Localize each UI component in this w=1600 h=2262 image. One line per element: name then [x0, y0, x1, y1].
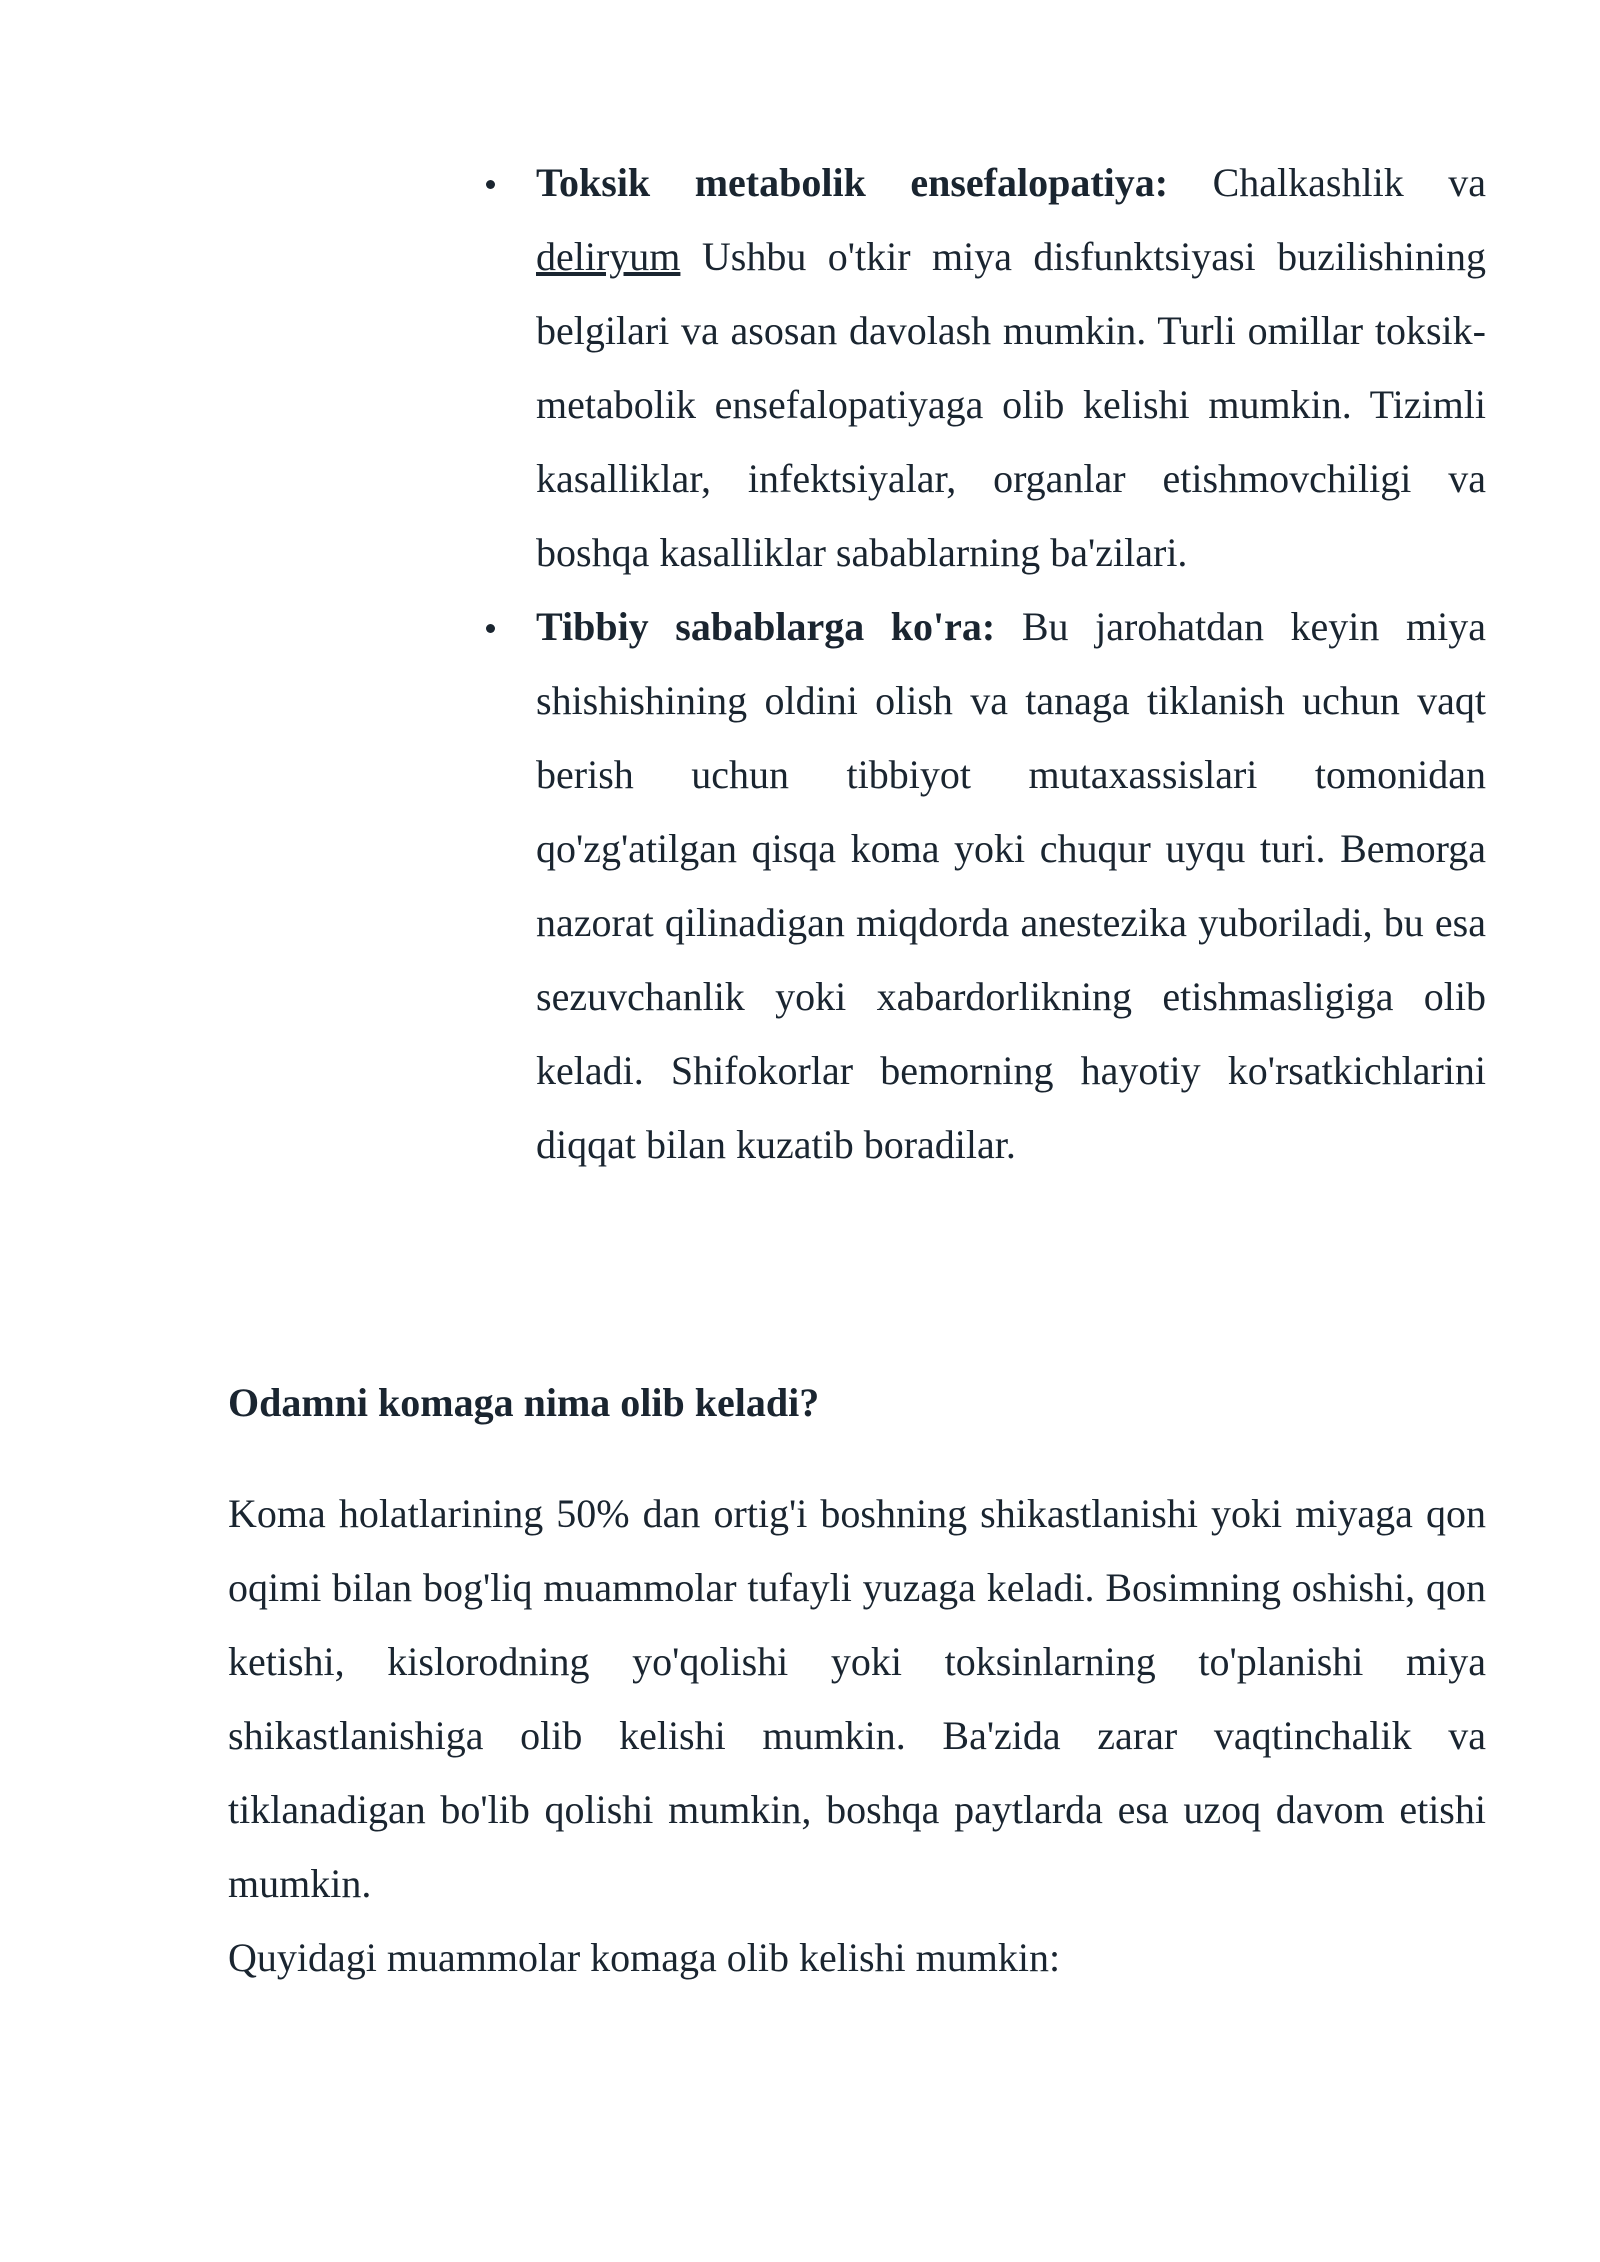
bullet-text: Bu jarohatdan keyin miya shishishining oldini olish va tanaga tiklanish uchun vaqt berish uchun tibbiyot mutaxassislari tomonidan qo'zg'atilgan qisqa koma yoki chuqur uyqu turi. Bemorga nazorat qilinadigan miqdorda anestezika yuboriladi, bu esa sezuvchanlik yoki xabardorlikning etishmasligiga olib keladi. Shifokorlar bemorning hayotiy ko'rsatkichlarini diqqat bilan kuzatib boradilar.	[536, 604, 1486, 1167]
list-item	[480, 590, 1486, 1182]
bullet-list	[480, 146, 1486, 1182]
bullet-icon	[486, 180, 495, 189]
bullet-text: Chalkashlik va	[1168, 160, 1486, 205]
bullet-text: Ushbu o'tkir miya disfunktsiyasi buzilishining belgilari va asosan davolash mumkin. Turli omillar toksik-metabolik ensefalopatiyaga olib kelishi mumkin. Tizimli kasalliklar, infektsiyalar, organlar etishmovchiligi va boshqa kasalliklar sabablarning ba'zilari.	[536, 234, 1486, 575]
deliryum-link[interactable]: deliryum	[536, 234, 681, 279]
section-heading: Odamni komaga nima olib keladi?	[228, 1380, 820, 1425]
bullet-icon	[486, 624, 495, 633]
bullet-title: Tibbiy sabablarga ko'ra:	[536, 604, 996, 649]
bullet-title: Toksik metabolik ensefalopatiya:	[536, 160, 1169, 205]
list-item	[480, 146, 1486, 590]
body-paragraph: Koma holatlarining 50% dan ortig'i boshning shikastlanishi yoki miyaga qon oqimi bilan bog'liq muammolar tufayli yuzaga keladi. Bosimning oshishi, qon ketishi, kislorodning yo'qolishi yoki toksinlarning to'planishi miya shikastlanishiga olib kelishi mumkin. Ba'zida zarar vaqtinchalik va tiklanadigan bo'lib qolishi mumkin, boshqa paytlarda esa uzoq davom etishi mumkin.	[228, 1491, 1486, 1906]
list-lead-text: Quyidagi muammolar komaga olib kelishi mumkin:	[228, 1935, 1061, 1980]
